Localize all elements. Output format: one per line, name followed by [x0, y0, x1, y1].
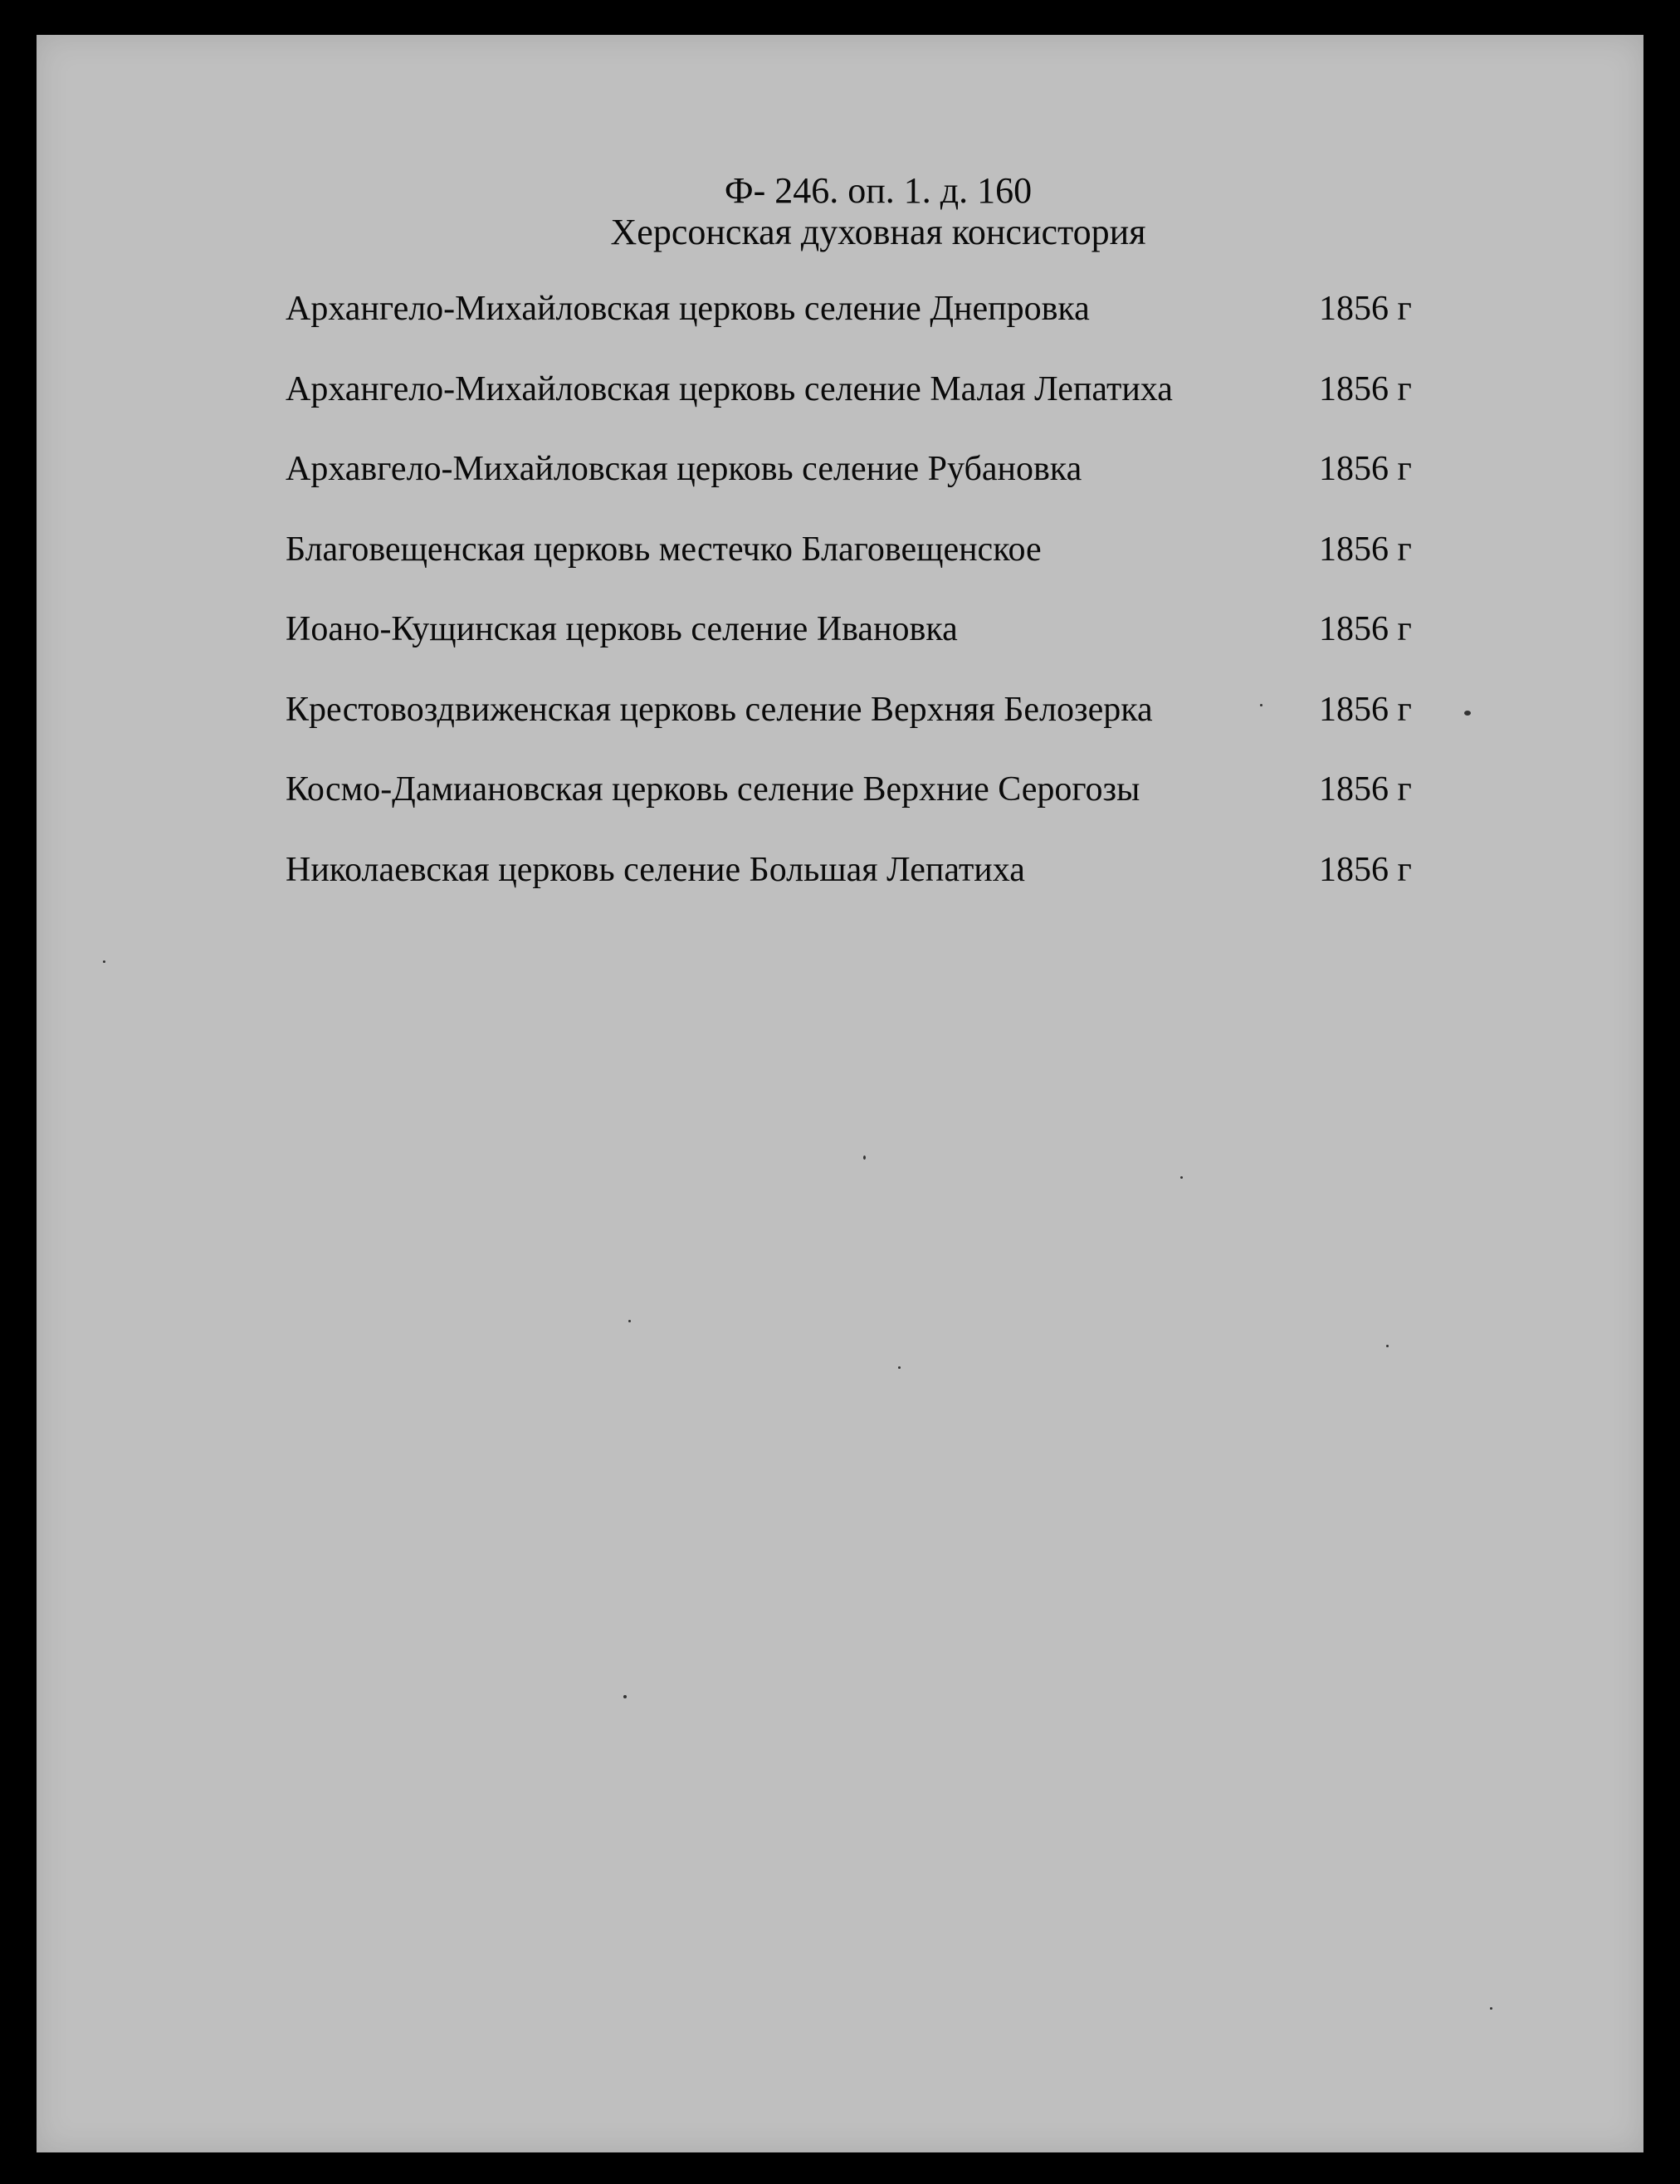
entry-year: 1856 г: [1319, 530, 1412, 569]
list-item: [286, 289, 1464, 369]
church-name: Иоано-Кущинская церковь селение Ивановка: [286, 610, 958, 648]
church-name: Архавгело-Михайловская церковь селение Рубановка: [286, 450, 1082, 488]
document-page: [37, 35, 1643, 2152]
archive-reference: Ф- 246. оп. 1. д. 160: [724, 170, 1033, 211]
scan-speck: [1386, 1345, 1389, 1347]
entry-year: 1856 г: [1319, 290, 1412, 328]
scan-speck: [863, 1156, 866, 1160]
list-item: [286, 609, 1464, 690]
church-name: Благовещенская церковь местечко Благовещенское: [286, 530, 1042, 569]
church-name: Архангело-Михайловская церковь селение Днепровка: [286, 290, 1090, 328]
entry-year: 1856 г: [1319, 770, 1412, 809]
scan-speck: [623, 1695, 627, 1698]
entry-year: 1856 г: [1319, 850, 1412, 889]
scan-speck: [628, 1320, 631, 1322]
entry-year: 1856 г: [1319, 610, 1412, 648]
scan-speck: [1260, 704, 1262, 706]
church-name: Архангело-Михайловская церковь селение Малая Лепатиха: [286, 369, 1173, 408]
entry-year: 1856 г: [1319, 450, 1412, 488]
church-name: Крестовоздвиженская церковь селение Верхняя Белозерка: [286, 690, 1153, 729]
list-item: [286, 530, 1464, 610]
scan-speck: [1490, 2007, 1492, 2010]
list-item: [286, 770, 1464, 850]
scan-speck: [1180, 1176, 1183, 1179]
list-item: [286, 369, 1464, 450]
list-item: [286, 690, 1464, 770]
scan-speck: [898, 1366, 901, 1369]
entry-year: 1856 г: [1319, 690, 1412, 729]
scan-speck: [103, 960, 105, 963]
church-name: Космо-Дамиановская церковь селение Верхние Серогозы: [286, 770, 1140, 809]
church-list: [286, 289, 1464, 930]
list-item: [286, 449, 1464, 530]
organization-title: Херсонская духовная консистория: [610, 212, 1146, 252]
church-name: Николаевская церковь селение Большая Лепатиха: [286, 850, 1025, 889]
entry-year: 1856 г: [1319, 369, 1412, 408]
scan-speck: [1464, 711, 1471, 716]
list-item: [286, 850, 1464, 931]
